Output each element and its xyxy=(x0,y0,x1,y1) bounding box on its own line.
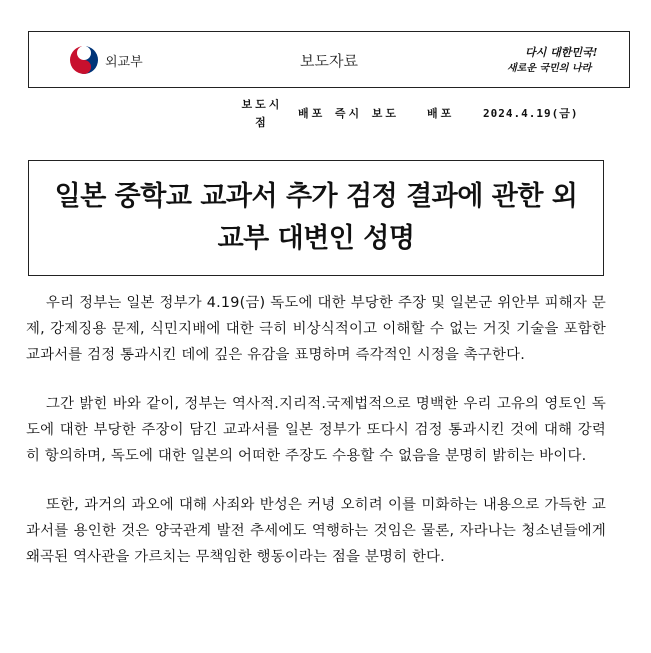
paragraph-3: 또한, 과거의 과오에 대해 사죄와 반성은 커녕 오히려 이를 미화하는 내용으로 가득한 교과서를 용인한 것은 양국관계 발전 추세에도 역행하는 것임은 물론, 자라나는 청소년들에게 왜곡된 역사관을 가르치는 무책임한 행동이라는 점을 분명히 한다. xyxy=(26,497,606,565)
ministry-name: 외교부 xyxy=(105,54,143,70)
page-title: 일본 중학교 교과서 추가 검정 결과에 관한 외교부 대변인 성명 xyxy=(54,181,578,254)
paragraph-1: 우리 정부는 일본 정부가 4.19(금) 독도에 대한 부당한 주장 및 일본군 위안부 피해자 문제, 강제징용 문제, 식민지배에 대한 극히 비상식적이고 이해할 수 없는 거짓 기술을 포함한 교과서를 검정 통과시킨 데에 깊은 유감을 표명하며 즉각적인 시정을 촉구한다. xyxy=(26,295,606,363)
slogan-line-2: 새로운 국민의 나라 xyxy=(507,63,592,74)
release-time-label xyxy=(240,96,284,132)
release-time-label-line1: 보도시 xyxy=(241,98,283,111)
release-timing: 배포 즉시 보도 xyxy=(298,107,400,120)
distribution-label: 배포 xyxy=(427,107,455,120)
release-info xyxy=(0,96,651,136)
press-release-header xyxy=(28,31,630,88)
title-box xyxy=(28,160,604,276)
slogan-line-1: 다시 대한민국! xyxy=(525,46,598,59)
paragraph-2: 그간 밝힌 바와 같이, 정부는 역사적.지리적.국제법적으로 명백한 우리 고유의 영토인 독도에 대한 부당한 주장이 담긴 교과서를 일본 정부가 또다시 검정 통과시킨 것에 대해 강력히 항의하며, 독도에 대한 일본의 어떠한 주장도 수용할 수 없음을 분명히 밝히는 바이다. xyxy=(26,396,606,464)
release-date: 2024.4.19(금) xyxy=(483,107,579,120)
doc-type-label: 보도자료 xyxy=(300,52,358,70)
release-time-label-line2: 점 xyxy=(255,116,269,129)
slogan-handwriting xyxy=(503,40,613,80)
statement-body xyxy=(26,290,606,593)
